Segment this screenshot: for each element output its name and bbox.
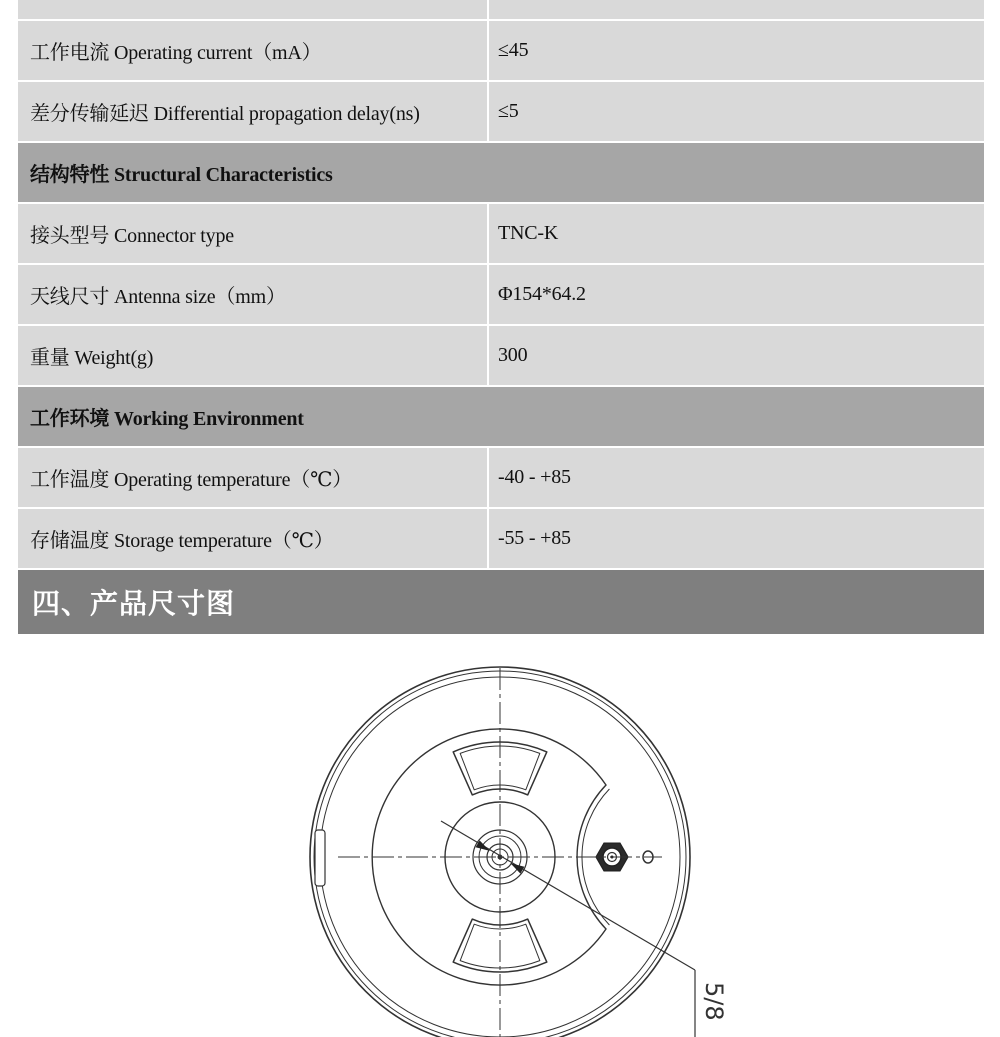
table-cell-value: ≤5 [489, 82, 984, 141]
dimension-label: 5/8 [700, 982, 728, 1021]
table-cell-label: 差分传输延迟 Differential propagation delay(ns) [18, 82, 487, 141]
table-cell-value: 300 [489, 326, 984, 385]
table-row-operating-current [18, 21, 984, 80]
dimension-drawing [0, 634, 1000, 1037]
table-group-environment [18, 387, 984, 446]
table-cell-value: TNC-K [489, 204, 984, 263]
table-cell-label [18, 0, 487, 19]
table-row-storage-temperature [18, 509, 984, 568]
side-notch [315, 830, 325, 886]
table-cell-value: ≤45 [489, 21, 984, 80]
table-cell-value: Φ154*64.2 [489, 265, 984, 324]
table-row-antenna-size [18, 265, 984, 324]
table-row-propagation-delay [18, 82, 984, 141]
table-cell-label: 天线尺寸 Antenna size（mm） [18, 265, 487, 324]
table-row-connector-type [18, 204, 984, 263]
table-cell-label: 接头型号 Connector type [18, 204, 487, 263]
table-row-operating-temperature [18, 448, 984, 507]
group-heading: 结构特性 Structural Characteristics [18, 143, 984, 202]
table-cell-label: 存储温度 Storage temperature（℃） [18, 509, 487, 568]
table-cell-label: 重量 Weight(g) [18, 326, 487, 385]
table-row-partial [18, 0, 984, 19]
table-cell-value [489, 0, 984, 19]
table-cell-value: -40 - +85 [489, 448, 984, 507]
table-cell-label: 工作电流 Operating current（mA） [18, 21, 487, 80]
table-group-structural [18, 143, 984, 202]
table-row-weight [18, 326, 984, 385]
group-heading: 工作环境 Working Environment [18, 387, 984, 446]
table-cell-value: -55 - +85 [489, 509, 984, 568]
table-cell-label: 工作温度 Operating temperature（℃） [18, 448, 487, 507]
section-heading-dimension-drawing: 四、产品尺寸图 [18, 570, 984, 634]
